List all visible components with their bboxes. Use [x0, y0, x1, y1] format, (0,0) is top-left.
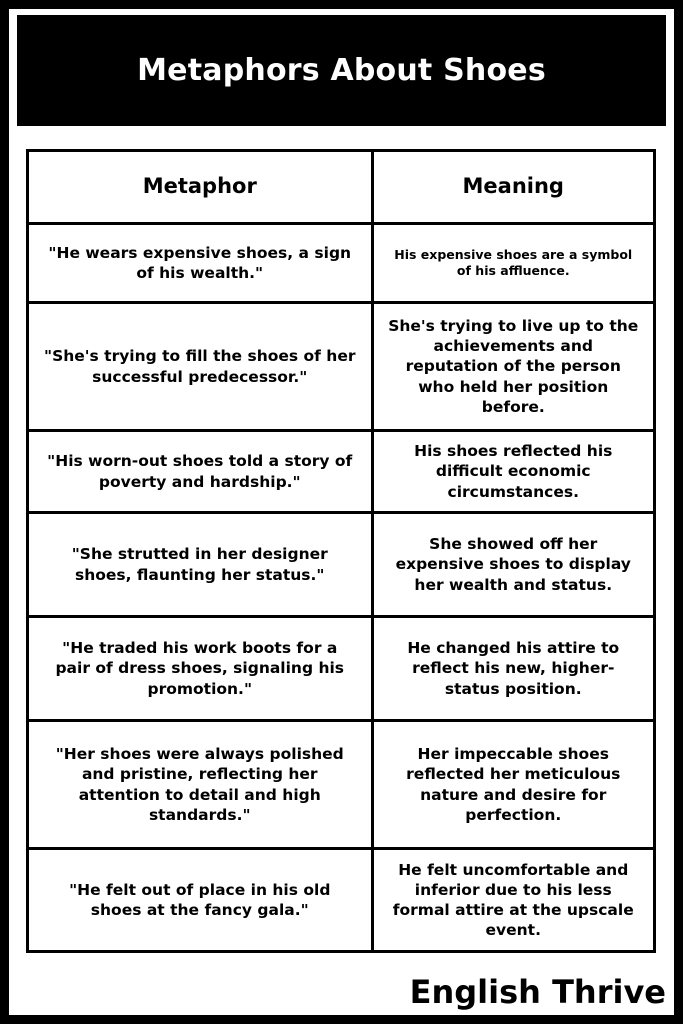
column-header-metaphor: Metaphor: [28, 151, 373, 224]
metaphor-cell: "He wears expensive shoes, a sign of his wealth.": [28, 224, 373, 303]
table-row: [28, 513, 655, 617]
meaning-cell: His shoes reflected his difficult economic circumstances.: [372, 431, 655, 513]
metaphor-cell: "He felt out of place in his old shoes at the fancy gala.": [28, 849, 373, 952]
metaphor-cell: "His worn-out shoes told a story of poverty and hardship.": [28, 431, 373, 513]
metaphor-table: [26, 149, 656, 953]
table-row: [28, 303, 655, 431]
table-header-row: [28, 151, 655, 224]
page-title: Metaphors About Shoes: [137, 53, 546, 88]
page: [9, 9, 674, 1015]
table-row: [28, 617, 655, 721]
metaphor-cell: "He traded his work boots for a pair of dress shoes, signaling his promotion.": [28, 617, 373, 721]
metaphor-cell: "She strutted in her designer shoes, flaunting her status.": [28, 513, 373, 617]
meaning-cell: Her impeccable shoes reflected her meticulous nature and desire for perfection.: [372, 721, 655, 849]
meaning-cell: He felt uncomfortable and inferior due to his less formal attire at the upscale event.: [372, 849, 655, 952]
meaning-cell: She's trying to live up to the achievements and reputation of the person who held her position before.: [372, 303, 655, 431]
table-row: [28, 431, 655, 513]
brand-footer: English Thrive: [409, 973, 666, 1011]
table-row: [28, 721, 655, 849]
meaning-cell: She showed off her expensive shoes to display her wealth and status.: [372, 513, 655, 617]
table-row: [28, 849, 655, 952]
meaning-cell: His expensive shoes are a symbol of his affluence.: [372, 224, 655, 303]
metaphor-cell: "Her shoes were always polished and pristine, reflecting her attention to detail and high standards.": [28, 721, 373, 849]
column-header-meaning: Meaning: [372, 151, 655, 224]
metaphor-cell: "She's trying to fill the shoes of her successful predecessor.": [28, 303, 373, 431]
table-row: [28, 224, 655, 303]
meaning-cell: He changed his attire to reflect his new, higher-status position.: [372, 617, 655, 721]
title-banner: [17, 15, 666, 126]
